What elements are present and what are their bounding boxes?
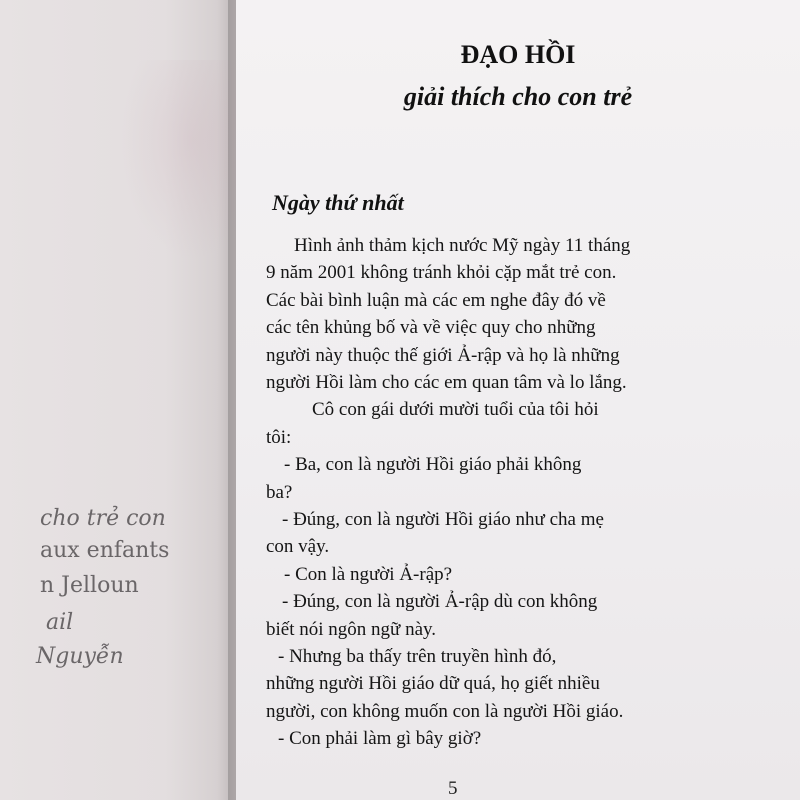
text-line-17: những người Hồi giáo dữ quá, họ giết nhiều <box>266 673 600 695</box>
left-fragment-2: aux enfants <box>40 538 170 563</box>
chapter-heading: Ngày thứ nhất <box>272 190 404 215</box>
left-page <box>0 0 236 800</box>
text-line-12: con vậy. <box>266 536 330 558</box>
right-page <box>236 0 800 800</box>
left-fragment-4: ail <box>46 610 74 635</box>
text-line-2: 9 năm 2001 không tránh khỏi cặp mắt trẻ con. <box>266 262 617 284</box>
bleed-through-shadow <box>120 60 236 260</box>
left-fragment-5: Nguyễn <box>36 644 124 669</box>
text-line-14: - Đúng, con là người Ả-rập dù con không <box>282 591 598 613</box>
page-number: 5 <box>448 778 458 799</box>
text-line-11: - Đúng, con là người Hồi giáo như cha mẹ <box>282 509 604 530</box>
text-line-5: người này thuộc thế giới Ả-rập và họ là những <box>266 344 620 366</box>
text-line-8: tôi: <box>266 426 292 448</box>
left-fragment-3: n Jelloun <box>40 573 139 598</box>
text-line-1: Hình ảnh thảm kịch nước Mỹ ngày 11 tháng <box>294 235 631 256</box>
text-line-9: - Ba, con là người Hồi giáo phải không <box>284 454 582 476</box>
text-line-13: - Con là người Ả-rập? <box>284 563 453 585</box>
text-line-18: người, con không muốn con là người Hồi giáo. <box>266 700 624 722</box>
left-fragment-1: cho trẻ con <box>40 506 166 531</box>
text-line-3: Các bài bình luận mà các em nghe đây đó về <box>266 289 606 311</box>
text-line-19: - Con phải làm gì bây giờ? <box>278 728 482 750</box>
book-subtitle: giải thích cho con trẻ <box>403 82 633 111</box>
text-line-10: ba? <box>266 481 293 503</box>
text-line-7: Cô con gái dưới mười tuổi của tôi hỏi <box>312 399 599 421</box>
text-line-4: các tên khủng bố và về việc quy cho những <box>266 317 596 339</box>
text-line-6: người Hồi làm cho các em quan tâm và lo lắng. <box>266 372 627 393</box>
book-title: ĐẠO HỒI <box>460 40 576 69</box>
text-line-15: biết nói ngôn ngữ này. <box>266 618 437 640</box>
text-line-16: - Nhưng ba thấy trên truyền hình đó, <box>278 646 557 667</box>
